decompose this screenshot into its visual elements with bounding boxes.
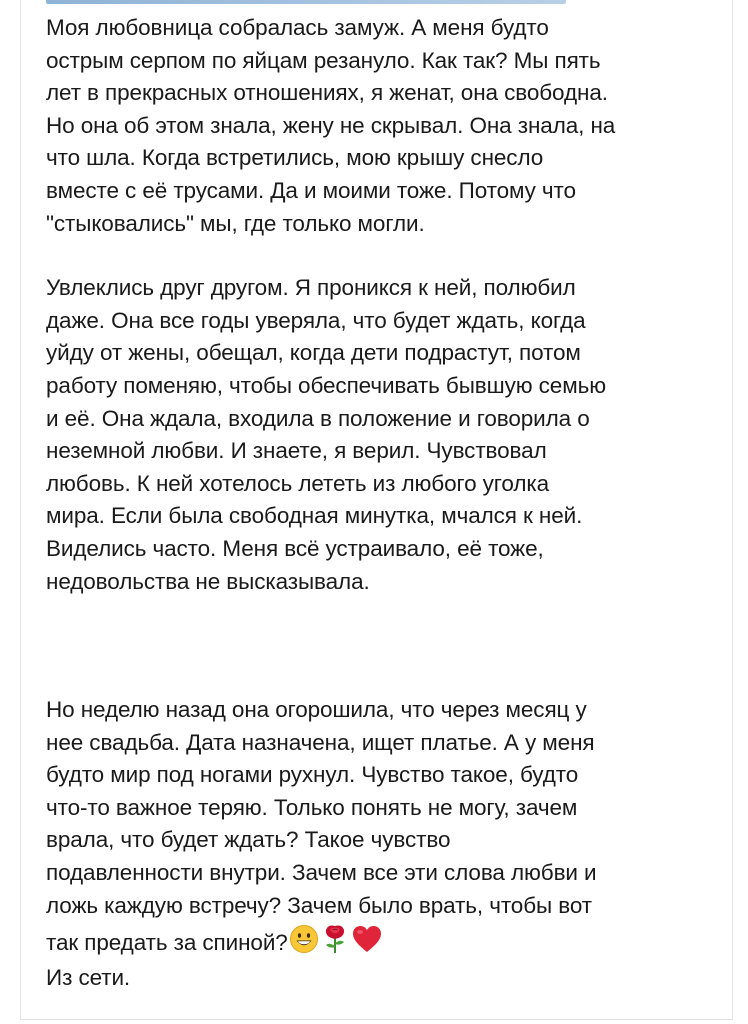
text-line: недовольства не высказывала. xyxy=(46,568,370,594)
text-line: что шла. Когда встретились, мою крышу снесло xyxy=(46,145,544,171)
text-line: даже. Она все годы уверяла, что будет ждать, когда xyxy=(46,307,586,333)
text-line: Моя любовница собралась замуж. А меня будто xyxy=(46,15,549,40)
text-line: "стыковались" мы, где только могли. xyxy=(46,210,425,236)
text-line: любовь. К ней хотелось лететь из любого уголка xyxy=(46,470,550,496)
text-line: мира. Если была свободная минутка, мчался к ней. xyxy=(46,503,583,529)
text-line: врала, что будет ждать? Такое чувство xyxy=(46,827,451,853)
text-line: ложь каждую встречу? Зачем было врать, чтобы вот xyxy=(46,892,592,918)
text-line: неземной любви. И знаете, я верил. Чувствовал xyxy=(46,438,547,464)
text-line-with-emojis xyxy=(46,922,716,960)
text-line: работу поменяю, чтобы обеспечивать бывшую семью xyxy=(46,372,606,398)
text-line: уйду от жены, обещал, когда дети подрастут, потом xyxy=(46,340,581,366)
rose-icon xyxy=(320,922,350,954)
text-line: острым серпом по яйцам резануло. Как так? Мы пять xyxy=(46,47,601,73)
post-body xyxy=(46,12,716,994)
paragraph-3 xyxy=(46,694,716,960)
paragraph-spacer xyxy=(46,240,716,272)
source-note: Из сети. xyxy=(46,964,131,990)
grinning-face-icon xyxy=(289,924,319,954)
text-line: Но неделю назад она огорошила, что через месяц у xyxy=(46,697,587,723)
paragraph-1 xyxy=(46,12,716,240)
text-line: нее свадьба. Дата назначена, ищет платье. А у меня xyxy=(46,729,595,755)
text-line: вместе с её трусами. Да и моими тоже. Потому что xyxy=(46,177,576,203)
paragraph-2 xyxy=(46,272,716,598)
text-line: так предать за спиной? xyxy=(46,930,288,956)
text-line: что-то важное теряю. Только понять не могу, зачем xyxy=(46,794,578,820)
text-line: и её. Она ждала, входила в положение и говорила о xyxy=(46,405,590,431)
text-line: будто мир под ногами рухнул. Чувство такое, будто xyxy=(46,762,579,788)
paragraph-spacer xyxy=(46,598,716,694)
text-line: Увлеклись друг другом. Я проникся к ней, полюбил xyxy=(46,275,576,301)
text-line: Виделись часто. Меня всё устраивало, её тоже, xyxy=(46,535,544,561)
text-line: подавленности внутри. Зачем все эти слова любви и xyxy=(46,860,597,886)
text-line: лет в прекрасных отношениях, я женат, она свободна. xyxy=(46,80,608,106)
text-line: Но она об этом знала, жену не скрывал. Она знала, на xyxy=(46,112,616,138)
red-heart-icon xyxy=(351,924,383,954)
